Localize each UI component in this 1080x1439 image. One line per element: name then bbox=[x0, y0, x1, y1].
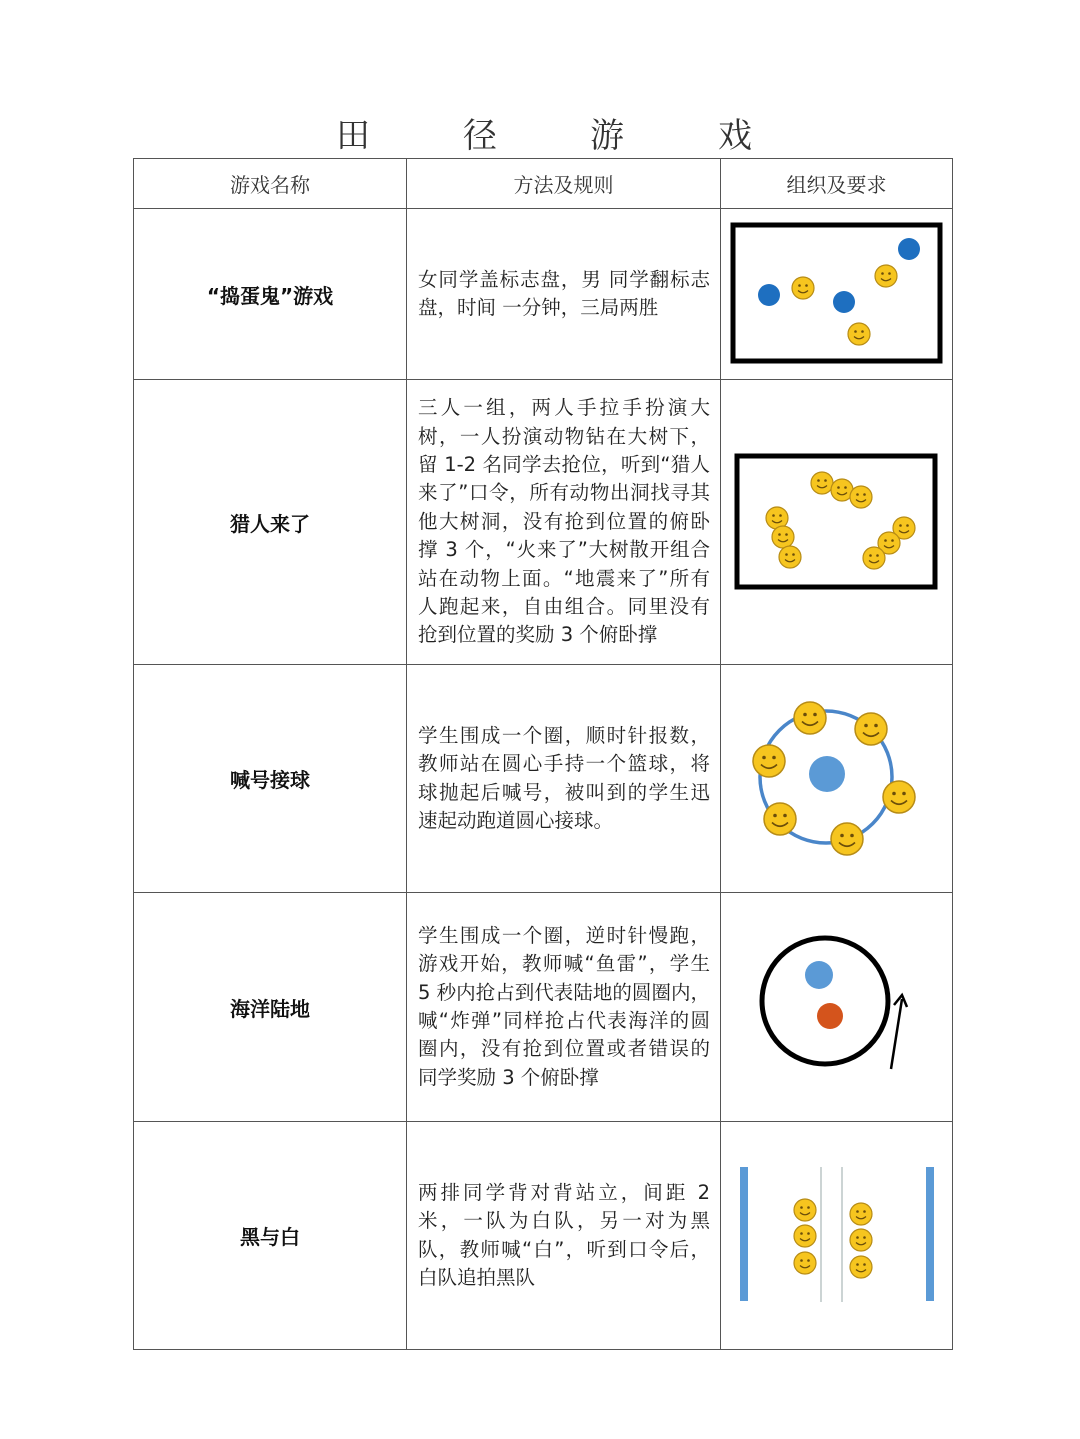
smiley-icon bbox=[863, 547, 885, 569]
title-char-2: 径 bbox=[463, 116, 497, 156]
title-char-4: 戏 bbox=[718, 116, 752, 156]
game-rule: 女同学盖标志盘，男 同学翻标志盘，时间 一分钟，三局两胜 bbox=[407, 209, 721, 380]
blue-disc bbox=[833, 291, 855, 313]
game-diagram bbox=[721, 1122, 953, 1350]
game-diagram bbox=[721, 893, 953, 1122]
game-rule: 学生围成一个圈，顺时针报数，教师站在圆心手持一个篮球，将球抛起后喊号，被叫到的学生迅速起动跑道圆心接球。 bbox=[407, 665, 721, 893]
header-org: 组织及要求 bbox=[721, 159, 953, 209]
smiley-icon bbox=[794, 1199, 816, 1221]
smiley-icon bbox=[792, 277, 814, 299]
smiley-icon bbox=[811, 472, 833, 494]
smiley-icon bbox=[850, 1229, 872, 1251]
smiley-icon bbox=[883, 781, 915, 813]
game-rule: 两排同学背对背站立，间距 2 米，一队为白队，另一对为黑队，教师喊“白”，听到口令后，白队追拍黑队 bbox=[407, 1122, 721, 1350]
game-diagram bbox=[721, 380, 953, 665]
header-row bbox=[134, 159, 953, 209]
game-name: 喊号接球 bbox=[134, 665, 407, 893]
header-rule: 方法及规则 bbox=[407, 159, 721, 209]
smiley-icon bbox=[753, 745, 785, 777]
smiley-icon bbox=[848, 323, 870, 345]
page-title bbox=[0, 108, 1080, 156]
game-name: 海洋陆地 bbox=[134, 893, 407, 1122]
diagram-two-lines bbox=[721, 1122, 953, 1349]
sea-dot bbox=[817, 1003, 843, 1029]
smiley-icon bbox=[764, 803, 796, 835]
game-rule: 学生围成一个圈，逆时针慢跑，游戏开始，教师喊“鱼雷”，学生 5 秒内抢占到代表陆地的圆圈内，喊“炸弹”同样抢占代表海洋的圆圈内，没有抢到位置或者错误的同学奖励 3 个俯卧撑 bbox=[407, 893, 721, 1122]
smiley-icon bbox=[779, 546, 801, 568]
diagram-circle-arrow bbox=[721, 893, 953, 1121]
table-row bbox=[134, 665, 953, 893]
diagram-rectangle-groups bbox=[721, 380, 953, 664]
basketball-dot bbox=[809, 756, 845, 792]
header-name: 游戏名称 bbox=[134, 159, 407, 209]
game-name: 黑与白 bbox=[134, 1122, 407, 1350]
title-char-1: 田 bbox=[336, 116, 370, 156]
table-row bbox=[134, 209, 953, 380]
smiley-icon bbox=[772, 526, 794, 548]
game-rule: 三人一组，两人手拉手扮演大树，一人扮演动物钻在大树下，留 1-2 名同学去抢位，听到“猎人来了”口令，所有动物出洞找寻其他大树洞，没有抢到位置的俯卧撑 3 个，“火来了”大树散开组合站在动物上面。“地震来了”所有人跑起来，自由组合。同里没有抢到位置的奖励 3 个俯卧撑 bbox=[407, 380, 721, 665]
blue-disc bbox=[898, 238, 920, 260]
smiley-icon bbox=[850, 1203, 872, 1225]
smiley-icon bbox=[850, 486, 872, 508]
diagram-rectangle-field bbox=[721, 209, 953, 379]
blue-disc bbox=[758, 284, 780, 306]
smiley-icon bbox=[794, 702, 826, 734]
smiley-icon bbox=[850, 1256, 872, 1278]
game-name: “捣蛋鬼”游戏 bbox=[134, 209, 407, 380]
game-diagram bbox=[721, 209, 953, 380]
table-row bbox=[134, 380, 953, 665]
smiley-icon bbox=[855, 713, 887, 745]
game-diagram bbox=[721, 665, 953, 893]
table-row bbox=[134, 893, 953, 1122]
diagram-circle-ring bbox=[721, 665, 953, 892]
smiley-icon bbox=[794, 1225, 816, 1247]
game-name: 猎人来了 bbox=[134, 380, 407, 665]
smiley-icon bbox=[794, 1252, 816, 1274]
smiley-icon bbox=[831, 823, 863, 855]
table-row bbox=[134, 1122, 953, 1350]
smiley-icon bbox=[875, 265, 897, 287]
title-char-3: 游 bbox=[590, 116, 624, 156]
land-dot bbox=[805, 961, 833, 989]
games-table bbox=[133, 158, 953, 1350]
